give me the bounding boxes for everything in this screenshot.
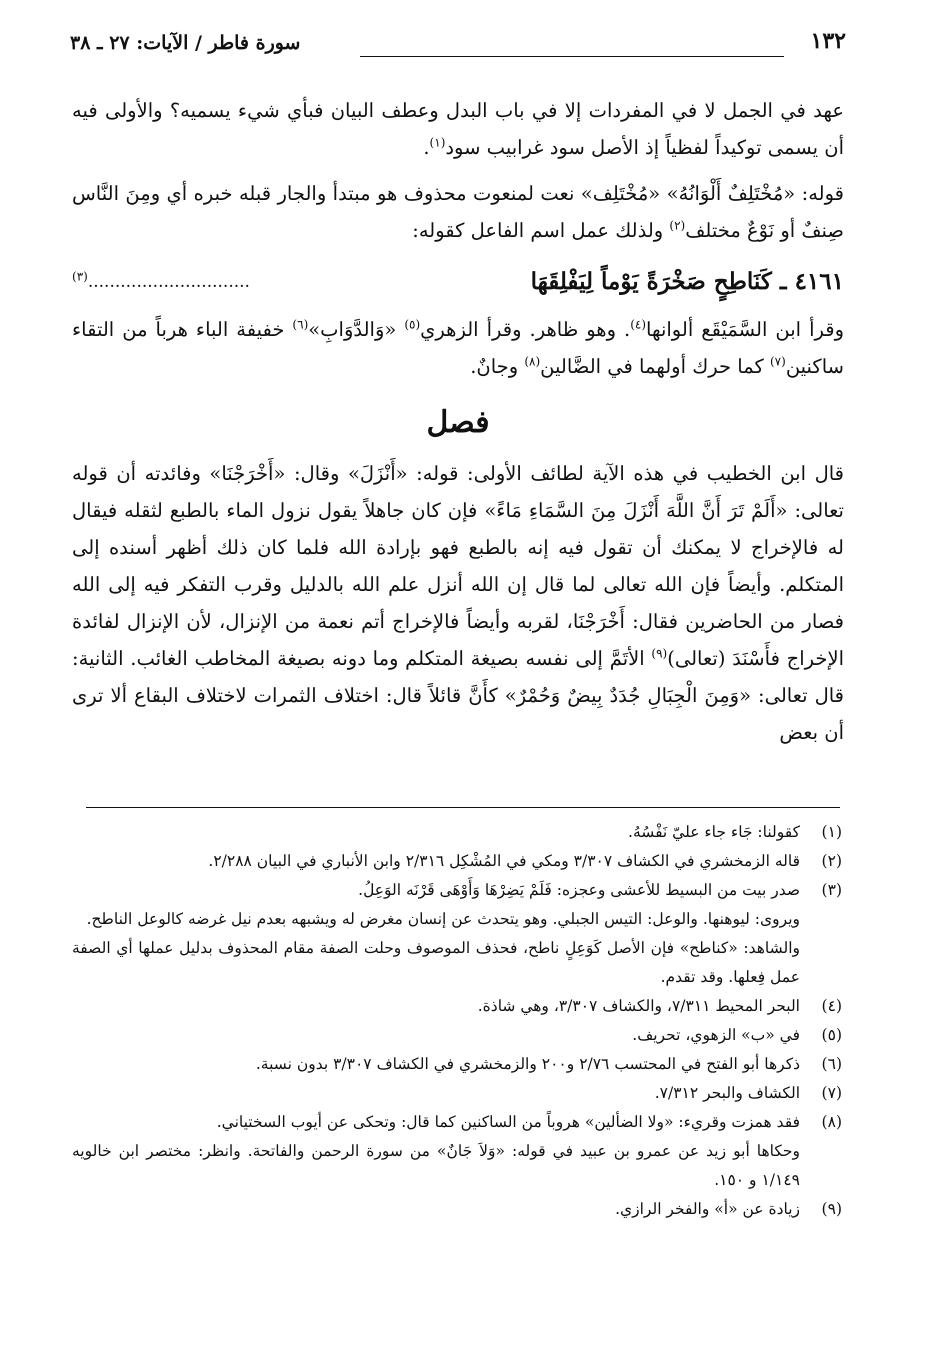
paragraph-text: وجانٌ.: [470, 355, 525, 378]
footnote-item: [72, 1050, 842, 1079]
paragraph-text: عهد في الجمل لا في المفردات إلا في باب البدل وعطف البيان فبأي شيء يسميه؟ والأولى فيه أن يسمى توكيداً لفظياً إذ الأصل سود غرابيب سود: [72, 99, 844, 159]
footnote-number: (٥): [821, 1026, 842, 1044]
footnote-line: والشاهد: «كناطح» فإن الأصل كَوَعِلٍ ناطح، فحذف الموصوف وحلت الصفة مقام المحذوف بدليل عملها أي الصفة عمل فِعلها. وقد تقدم.: [72, 939, 800, 986]
paragraph-text: ولذلك عمل اسم الفاعل كقوله:: [412, 219, 670, 242]
page-number: ١٣٢: [810, 28, 846, 54]
header-rule: [360, 56, 784, 57]
footnote-number: (٨): [821, 1113, 842, 1131]
footnote-item: [72, 1021, 842, 1050]
footnote-number: (٣): [821, 881, 842, 899]
footnote-number: (١): [821, 823, 842, 841]
footnote-text: [72, 847, 800, 876]
poetry-verse: [72, 263, 844, 301]
paragraph: عهد في الجمل لا في المفردات إلا في باب البدل وعطف البيان فبأي شيء يسميه؟ والأولى فيه أن يسمى توكيداً لفظياً إذ الأصل سود غرابيب سود$^{(١)}$.: [72, 99, 844, 159]
paragraph-text: وقرأ ابن السَّمَيْقَع ألوانها: [646, 318, 845, 341]
paragraph: [72, 311, 844, 385]
paragraph-text: خفيفة الباء هرباً من التقاء ساكنين: [72, 318, 844, 378]
footnote-item: [72, 992, 842, 1021]
footnote-separator: [86, 807, 840, 808]
footnotes: [72, 818, 842, 1224]
footnote-line: البحر المحيط ٧/٣١١، والكشاف ٣/٣٠٧، وهي شاذة.: [477, 997, 800, 1015]
footnote-line: الكشاف والبحر ٧/٣١٢.: [654, 1084, 800, 1102]
footnote-item: [72, 1108, 842, 1195]
verse-ellipsis: ..............................$^{(٣)}$: [72, 269, 250, 292]
footnote-line: في «ب» الزهوي، تحريف.: [632, 1026, 800, 1044]
footnote-ref: (٨): [524, 354, 541, 369]
paragraph-text: قال ابن الخطيب في هذه الآية لطائف الأولى: قوله: «أَنْزَلَ» وقال: «أَخْرَجْنَا» وفائدته أن قوله تعالى: «أَلَمْ تَرَ أَنَّ اللَّهَ أَنْزَلَ مِنَ السَّمَاءِ مَاءً» فإن كان جاهلاً يقول نزول الماء بالطبع لثقله فيقال له فالإخراج لا يمكنك أن تقول فيه إنه بالطبع فهو بإرادة الله فلما كان ذلك أظهر أسنده إلى المتكلم. وأيضاً فإن الله تعالى لما قال إن الله أنزل علم الله بالدليل وقرب التفكر فيه إلى الله فصار من الحاضرين فقال: أَخْرَجْنَا، لقربه وأيضاً فالإخراج أتم نعمة من الإنزال، لأن الإنزال لفائدة الإخراج فأَسْنَدَ (تعالى): [72, 462, 844, 670]
paragraph: [72, 175, 844, 249]
footnote-ref: (٦): [292, 317, 309, 332]
footnote-line: وحكاها أبو زيد عن عمرو بن عبيد في قوله: «وَلاَ جَانٌ» من سورة الرحمن والفاتحة. وانظر: مختصر ابن خالويه ١/١٤٩ و ١٥٠.: [72, 1142, 800, 1189]
footnote-ref: (١): [429, 135, 446, 150]
main-text: [72, 92, 844, 751]
paragraph-text: كما حرك أولهما في الضَّالين: [540, 355, 770, 378]
footnote-ref: (٢): [669, 218, 686, 233]
footnote-ref: (٩): [651, 646, 668, 661]
paragraph: [72, 455, 844, 751]
footnote-number: (٤): [821, 997, 842, 1015]
paragraph-text: قوله: «مُخْتَلِفٌ أَلْوَانُهُ» «مُخْتَلِف» نعت لمنعوت محذوف هو مبتدأ والجار قبله خبره أي ومِنَ النَّاس صِنفٌ أو نَوْعٌ مختلف: [72, 182, 844, 242]
footnote-number: (٦): [821, 1055, 842, 1073]
footnote-number: (٧): [821, 1084, 842, 1102]
footnote-item: [72, 847, 842, 876]
footnote-text: [72, 1050, 800, 1079]
footnote-text: [72, 992, 800, 1021]
footnote-ref: (٤): [630, 317, 647, 332]
footnote-line: ويروى: ليوهنها. والوعل: التيس الجبلي. وهو يتحدث عن إنسان مغرض له ويشبهه بعدم نيل غرضه كالوعل الناطح.: [86, 910, 800, 928]
running-title: سورة فاطر / الآيات: ٢٧ ـ ٣٨: [70, 32, 301, 54]
footnote-text: [72, 818, 800, 847]
footnote-line: كقولنا: جَاء جاء عليّ نَفْسُهُ.: [628, 823, 800, 841]
footnote-line: ذكرها أبو الفتح في المحتسب ٢/٧٦ و٢٠٠ والزمخشري في الكشاف ٣/٣٠٧ بدون نسبة.: [255, 1055, 800, 1073]
footnote-text: [72, 876, 800, 992]
footnote-text: [72, 1195, 800, 1224]
footnote-item: [72, 1195, 842, 1224]
footnote-line: قاله الزمخشري في الكشاف ٣/٣٠٧ ومكي في المُشْكِل ٢/٣١٦ وابن الأنباري في البيان ٢/٢٨٨.: [208, 852, 800, 870]
footnote-line: زيادة عن «أ» والفخر الرازي.: [615, 1200, 800, 1218]
footnote-ref: (٣): [72, 269, 88, 284]
footnote-number: (٩): [821, 1200, 842, 1218]
paragraph-text: . وهو ظاهر. وقرأ الزهري: [420, 318, 631, 341]
footnote-ref: (٧): [769, 354, 786, 369]
page-header: [70, 22, 846, 66]
paragraph-text: الأتَمَّ إلى نفسه بصيغة المتكلم وما دونه بصيغة المخاطب الغائب. الثانية: قال تعالى: «وَمِنَ الْجِبَالِ جُدَدٌ بِيضٌ وَحُمْرٌ» كأَنَّ قائلاً قال: اختلاف الثمرات لاختلاف البقاع ألا ترى أن بعض: [72, 647, 844, 744]
footnote-text: [72, 1079, 800, 1108]
footnote-ref: (٥): [404, 317, 421, 332]
footnote-line: فقد همزت وقريء: «ولا الضألين» هروباً من الساكنين كما قال: وتحكى عن أيوب السختياني.: [216, 1113, 800, 1131]
footnote-number: (٢): [821, 852, 842, 870]
footnote-item: [72, 1079, 842, 1108]
footnote-item: [72, 876, 842, 992]
verse-text: ٤١٦١ ـ كَنَاطِحٍ صَخْرَةً يَوْماً لِيَفْلِقَهَا: [530, 268, 844, 295]
footnote-item: [72, 818, 842, 847]
footnote-text: [72, 1021, 800, 1050]
section-heading: فصل: [426, 405, 490, 440]
paragraph-text: «وَالدَّوَابِ»: [308, 318, 405, 341]
footnote-text: [72, 1108, 800, 1195]
footnote-line: صدر بيت من البسيط للأعشى وعجزه: فَلَمْ يَضِرْهَا وَأَوْهَى قَرْنَه الوَعِلُ.: [358, 881, 800, 899]
